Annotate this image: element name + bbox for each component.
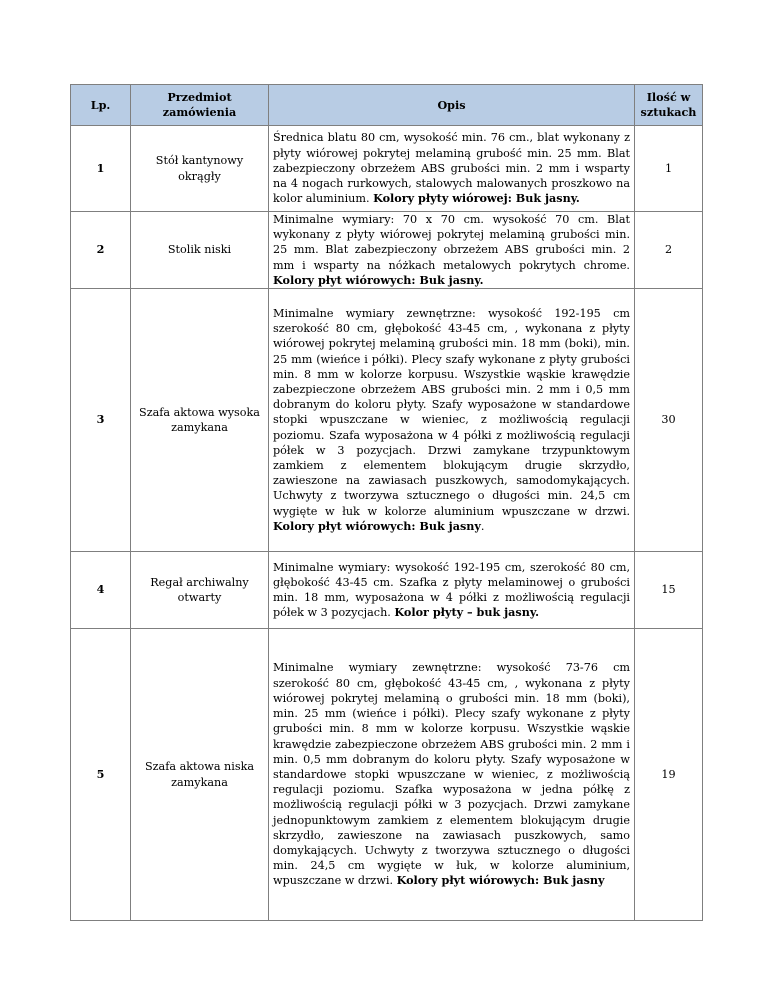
order-table	[70, 84, 703, 921]
description-color: Kolor płyty – buk jasny.	[394, 605, 539, 620]
item-description	[269, 629, 635, 921]
item-quantity: 15	[635, 552, 703, 629]
item-name: Stół kantynowy okrągły	[131, 126, 269, 212]
item-description	[269, 126, 635, 212]
header-qty: Ilość w sztukach	[635, 85, 703, 126]
row-number: 4	[71, 552, 131, 629]
item-quantity: 1	[635, 126, 703, 212]
table-row	[71, 552, 703, 629]
header-item: Przedmiot zamówienia	[131, 85, 269, 126]
table-row	[71, 126, 703, 212]
row-number: 2	[71, 212, 131, 289]
row-number: 1	[71, 126, 131, 212]
item-name: Regał archiwalny otwarty	[131, 552, 269, 629]
item-quantity: 19	[635, 629, 703, 921]
description-tail: .	[480, 519, 485, 533]
item-quantity: 30	[635, 289, 703, 552]
table-row	[71, 289, 703, 552]
table-row	[71, 212, 703, 289]
header-row	[71, 85, 703, 126]
item-quantity: 2	[635, 212, 703, 289]
item-name: Szafa aktowa wysoka zamykana	[131, 289, 269, 552]
row-number: 5	[71, 629, 131, 921]
description-text: Minimalne wymiary: wysokość 192-195 cm, szerokość 80 cm, głębokość 43-45 cm. Szafka z płyty melaminowej o grubości min. 18 mm, wyposażona w 4 półki z możliwością regulacji półek w 3 pozycjach.	[273, 560, 630, 620]
description-color: Kolory płyt wiórowych: Buk jasny	[273, 518, 481, 533]
table-row	[71, 629, 703, 921]
description-text: Średnica blatu 80 cm, wysokość min. 76 cm., blat wykonany z płyty wiórowej pokrytej melaminą grubość min. 25 mm. Blat zabezpieczony obrzeżem ABS grubości min. 2 mm i wsparty na 4 nogach rurkowych, stalowych malowanych proszkowo na kolor aluminium.	[273, 131, 630, 206]
item-description	[269, 552, 635, 629]
header-desc: Opis	[269, 85, 635, 126]
item-description	[269, 212, 635, 289]
description-text: Minimalne wymiary: 70 x 70 cm. wysokość 70 cm. Blat wykonany z płyty wiórowej pokrytej melaminą grubości min. 25 mm. Blat zabezpieczony obrzeżem ABS grubości min. 2 mm i wsparty na nóżkach metalowych pokrytych chrome.	[273, 213, 630, 272]
description-text: Minimalne wymiary zewnętrzne: wysokość 73-76 cm szerokość 80 cm, głębokość 43-45 cm, , wykonana z płyty wiórowej pokrytej melaminą o grubości min. 18 mm (boki), min. 25 mm (wieńce i półki). Plecy szafy wykonane z płyty grubości min. 8 mm w kolorze korpusu. Wszystkie wąskie krawędzie zabezpieczone obrzeżem ABS grubości min. 2 mm i min. 0,5 mm dobranym do koloru płyty. Szafy wyposażone w standardowe stopki wpuszczane w wieniec, z możliwością regulacji poziomu. Szafka wyposażona w jedna półkę z możliwością regulacji półki w 3 pozycjach. Drzwi zamykane jednopunktowym zamkiem z elementem blokującym drugie skrzydło, zawieszone na zawiasach puszkowych, samo domykających. Uchwyty z tworzywa sztucznego o długości min. 24,5 cm wygięte w łuk, w kolorze aluminium, wpuszczane w drzwi.	[273, 661, 630, 888]
description-color: Kolory płyt wiórowych: Buk jasny.	[273, 272, 484, 287]
item-description	[269, 289, 635, 552]
item-name: Stolik niski	[131, 212, 269, 289]
description-color: Kolory płyty wiórowej: Buk jasny.	[373, 191, 580, 206]
header-lp: Lp.	[71, 85, 131, 126]
description-text: Minimalne wymiary zewnętrzne: wysokość 192-195 cm szerokość 80 cm, głębokość 43-45 cm, , wykonana z płyty wiórowej pokrytej melaminą grubości min. 18 mm (boki), min. 25 mm (wieńce i półki). Plecy szafy wykonane z płyty grubości min. 8 mm w kolorze korpusu. Wszystkie wąskie krawędzie zabezpieczone obrzeżem ABS grubości min. 2 mm i 0,5 mm dobranym do koloru płyty. Szafy wyposażone w standardowe stopki wpuszczane w wieniec, z możliwością regulacji poziomu. Szafa wyposażona w 4 półki z możliwością regulacji półek w 3 pozycjach. Drzwi zamykane trzypunktowym zamkiem z elementem blokującym drugie skrzydło, zawieszone na zawiasach puszkowych, samodomykających. Uchwyty z tworzywa sztucznego o długości min. 24,5 cm wygięte w łuk w kolorze aluminium wpuszczane w drzwi.	[273, 306, 630, 518]
description-color: Kolory płyt wiórowych: Buk jasny	[396, 873, 605, 888]
item-name: Szafa aktowa niska zamykana	[131, 629, 269, 921]
row-number: 3	[71, 289, 131, 552]
